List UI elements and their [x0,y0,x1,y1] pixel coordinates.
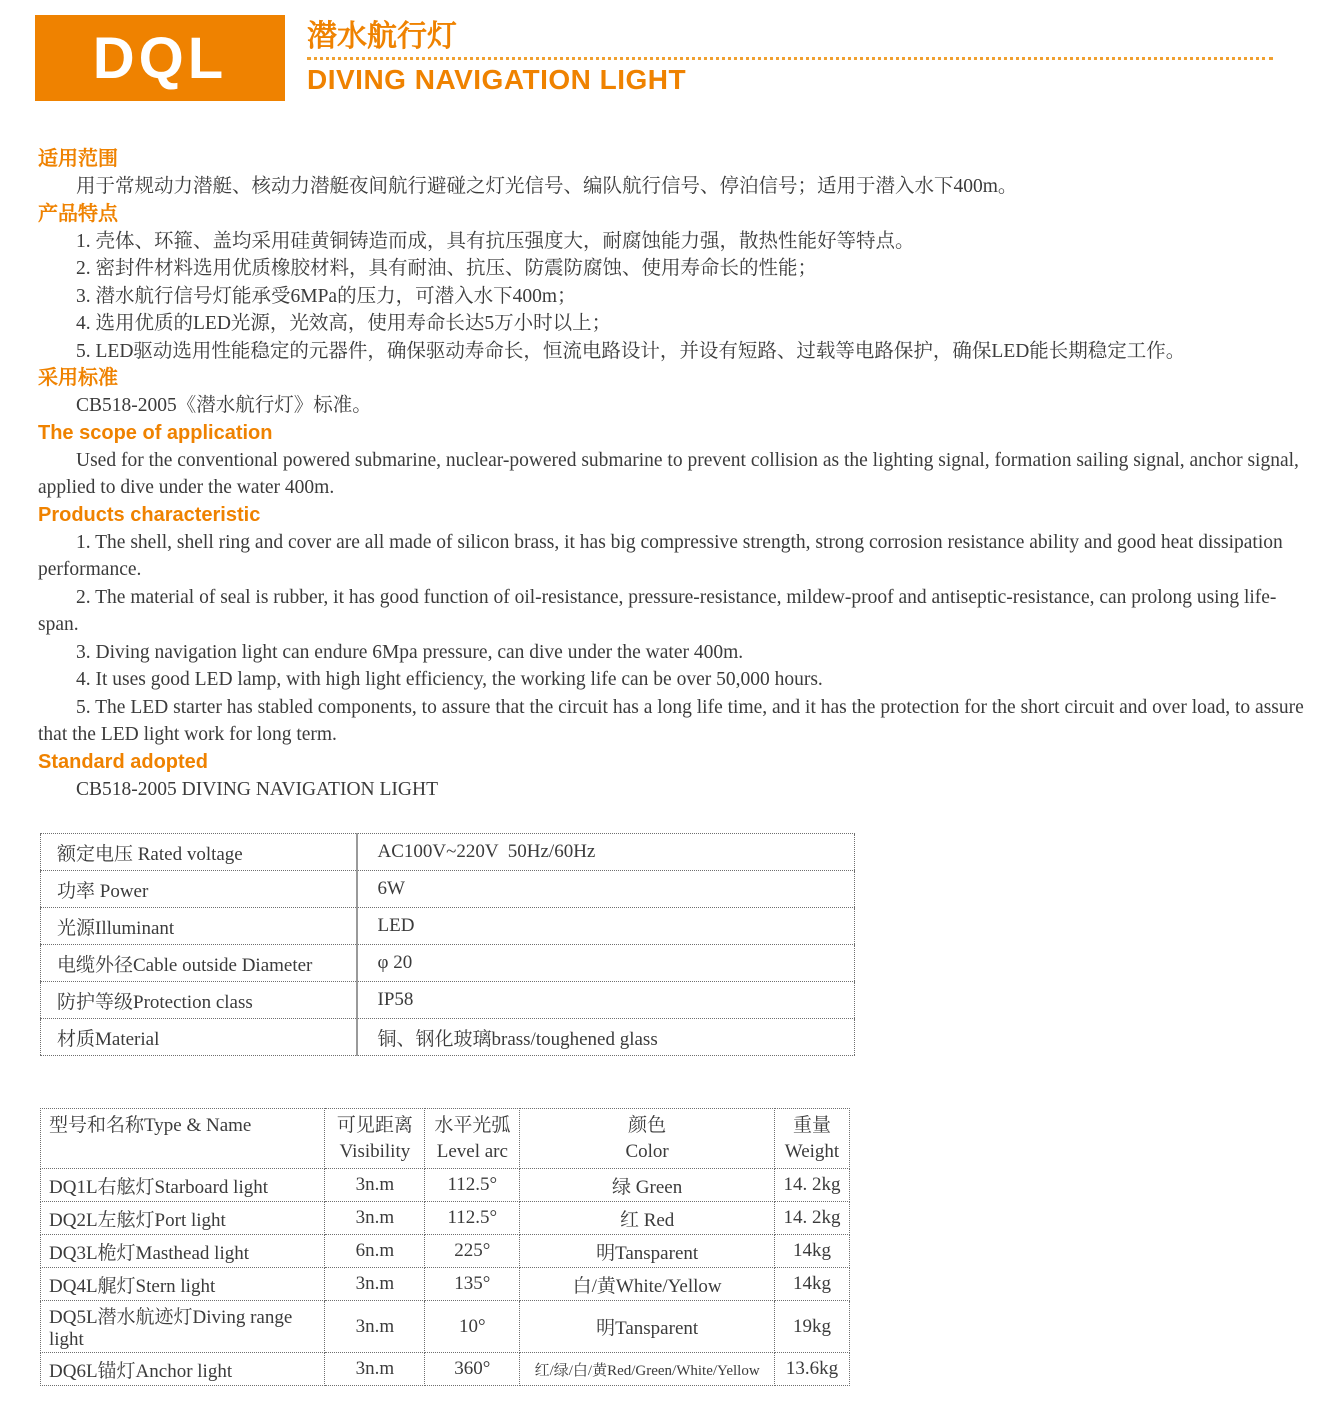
table-row [41,1235,850,1268]
page-title-chinese: 潜水航行灯 [307,20,457,53]
table-row [41,871,855,908]
list-item-cn-2: 2. 密封件材料选用优质橡胶材料，具有耐油、抗压、防震防腐蚀、使用寿命长的性能； [76,258,818,279]
model-color: 红 Red [520,1202,775,1235]
column-header-type-name [41,1109,325,1169]
model-visibility: 3n.m [325,1169,425,1202]
header-line: 可见距离 [336,1114,413,1136]
model-visibility: 3n.m [325,1301,425,1353]
header-line: 重量 [792,1114,831,1136]
header-line: Weight [784,1140,840,1162]
spec-value: 6W [357,871,855,908]
model-name: DQ3L桅灯Masthead light [41,1235,325,1268]
model-name: DQ6L锚灯Anchor light [41,1353,325,1386]
model-name: DQ5L潜水航迹灯Diving range light [41,1301,325,1353]
list-item-cn-1: 1. 壳体、环箍、盖均采用硅黄铜铸造而成，具有抗压强度大，耐腐蚀能力强，散热性能好等特点。 [76,230,915,252]
table-row [41,834,855,871]
list-item-en-1: 1. The shell, shell ring and cover are all made of silicon brass, it has big compressive strength, strong corrosion resistance ability and good heat dissipation performance. [38,531,1283,580]
table-row [41,945,855,982]
model-color: 白/黄White/Yellow [520,1268,775,1301]
section-heading-scope-cn: 适用范围 [38,148,118,170]
header-line: 水平光弧 [434,1114,511,1136]
header-line: Visibility [339,1140,411,1162]
spec-table [40,833,855,1056]
list-item-cn-4: 4. 选用优质的LED光源，光效高，使用寿命长达5万小时以上； [76,313,612,334]
model-visibility: 3n.m [325,1353,425,1386]
section-heading-standard-cn: 采用标准 [38,367,118,389]
table-row [41,1301,850,1353]
model-color: 明Tansparent [520,1301,775,1353]
section-heading-standard-en: Standard adopted [38,750,209,773]
paragraph-scope-en: Used for the conventional powered submarine, nuclear-powered submarine to prevent collision as the lighting signal, formation sailing signal, anchor signal, applied to dive under the water 400m. [38,449,1299,498]
model-color: 绿 Green [520,1169,775,1202]
spec-label: 电缆外径Cable outside Diameter [41,945,357,982]
model-color: 明Tansparent [520,1235,775,1268]
model-arc: 10° [425,1301,520,1353]
table-row [41,1353,850,1386]
model-color: 红/绿/白/黄Red/Green/White/Yellow [520,1353,775,1386]
table-row [41,1169,850,1202]
table-row [41,982,855,1019]
column-header-color [520,1109,775,1169]
model-visibility: 3n.m [325,1268,425,1301]
spec-value: LED [357,908,855,945]
spec-value: AC100V~220V 50Hz/60Hz [357,834,855,871]
spec-value: φ 20 [357,945,855,982]
model-name: DQ1L右舷灯Starboard light [41,1169,325,1202]
header-line: Level arc [436,1140,508,1162]
model-name: DQ2L左舷灯Port light [41,1202,325,1235]
column-header-visibility [325,1109,425,1169]
model-table [40,1108,850,1386]
table-header-row [41,1109,850,1169]
model-weight: 14. 2kg [775,1169,850,1202]
list-item-en-5: 5. The LED starter has stabled components, to assure that the circuit has a long life time, and it has the protection for the short circuit and over load, to assure that the LED light work for long term. [38,696,1304,745]
table-row [41,1202,850,1235]
document-body [38,147,1305,803]
list-item-cn-5: 5. LED驱动选用性能稳定的元器件，确保驱动寿命长，恒流电路设计，并设有短路、过载等电路保护，确保LED能长期稳定工作。 [76,340,1186,362]
model-name: DQ4L艉灯Stern light [41,1268,325,1301]
model-weight: 14kg [775,1268,850,1301]
spec-value: 铜、钢化玻璃brass/toughened glass [357,1019,855,1056]
model-arc: 135° [425,1268,520,1301]
table-row [41,908,855,945]
column-header-level-arc [425,1109,520,1169]
dotted-divider [307,57,1273,60]
spec-label: 光源Illuminant [41,908,357,945]
model-weight: 19kg [775,1301,850,1353]
page-header [0,0,1343,101]
list-item-en-2: 2. The material of seal is rubber, it has good function of oil-resistance, pressure-resistance, mildew-proof and antiseptic-resistance, can prolong using life-span. [38,586,1277,635]
model-visibility: 6n.m [325,1235,425,1268]
logo-text: DQL [92,25,228,91]
header-line: Color [625,1140,669,1162]
section-heading-scope-en: The scope of application [38,421,273,444]
model-weight: 14kg [775,1235,850,1268]
header-line: 颜色 [628,1114,667,1136]
header-line: 型号和名称Type & Name [49,1115,252,1136]
paragraph-standard-en: CB518-2005 DIVING NAVIGATION LIGHT [76,778,438,800]
model-arc: 112.5° [425,1202,520,1235]
title-block [307,15,1273,101]
list-item-cn-3: 3. 潜水航行信号灯能承受6MPa的压力，可潜入水下400m； [76,285,577,307]
paragraph-scope-cn: 用于常规动力潜艇、核动力潜艇夜间航行避碰之灯光信号、编队航行信号、停泊信号；适用于潜入水下400m。 [76,176,1018,197]
model-visibility: 3n.m [325,1202,425,1235]
spec-label: 额定电压 Rated voltage [41,834,357,871]
section-heading-features-en: Products characteristic [38,503,261,526]
model-weight: 14. 2kg [775,1202,850,1235]
page-title-english: DIVING NAVIGATION LIGHT [307,64,687,95]
spec-label: 功率 Power [41,871,357,908]
table-row [41,1019,855,1056]
list-item-en-4: 4. It uses good LED lamp, with high light efficiency, the working life can be over 50,000 hours. [76,669,823,690]
spec-label: 防护等级Protection class [41,982,357,1019]
model-arc: 225° [425,1235,520,1268]
brand-logo [35,15,285,101]
model-weight: 13.6kg [775,1353,850,1386]
table-row [41,1268,850,1301]
spec-value: IP58 [357,982,855,1019]
section-heading-features-cn: 产品特点 [38,202,118,225]
spec-label: 材质Material [41,1019,357,1056]
model-arc: 360° [425,1353,520,1386]
paragraph-standard-cn: CB518-2005《潜水航行灯》标准。 [76,395,372,416]
list-item-en-3: 3. Diving navigation light can endure 6Mpa pressure, can dive under the water 400m. [76,641,744,663]
column-header-weight [775,1109,850,1169]
model-arc: 112.5° [425,1169,520,1202]
